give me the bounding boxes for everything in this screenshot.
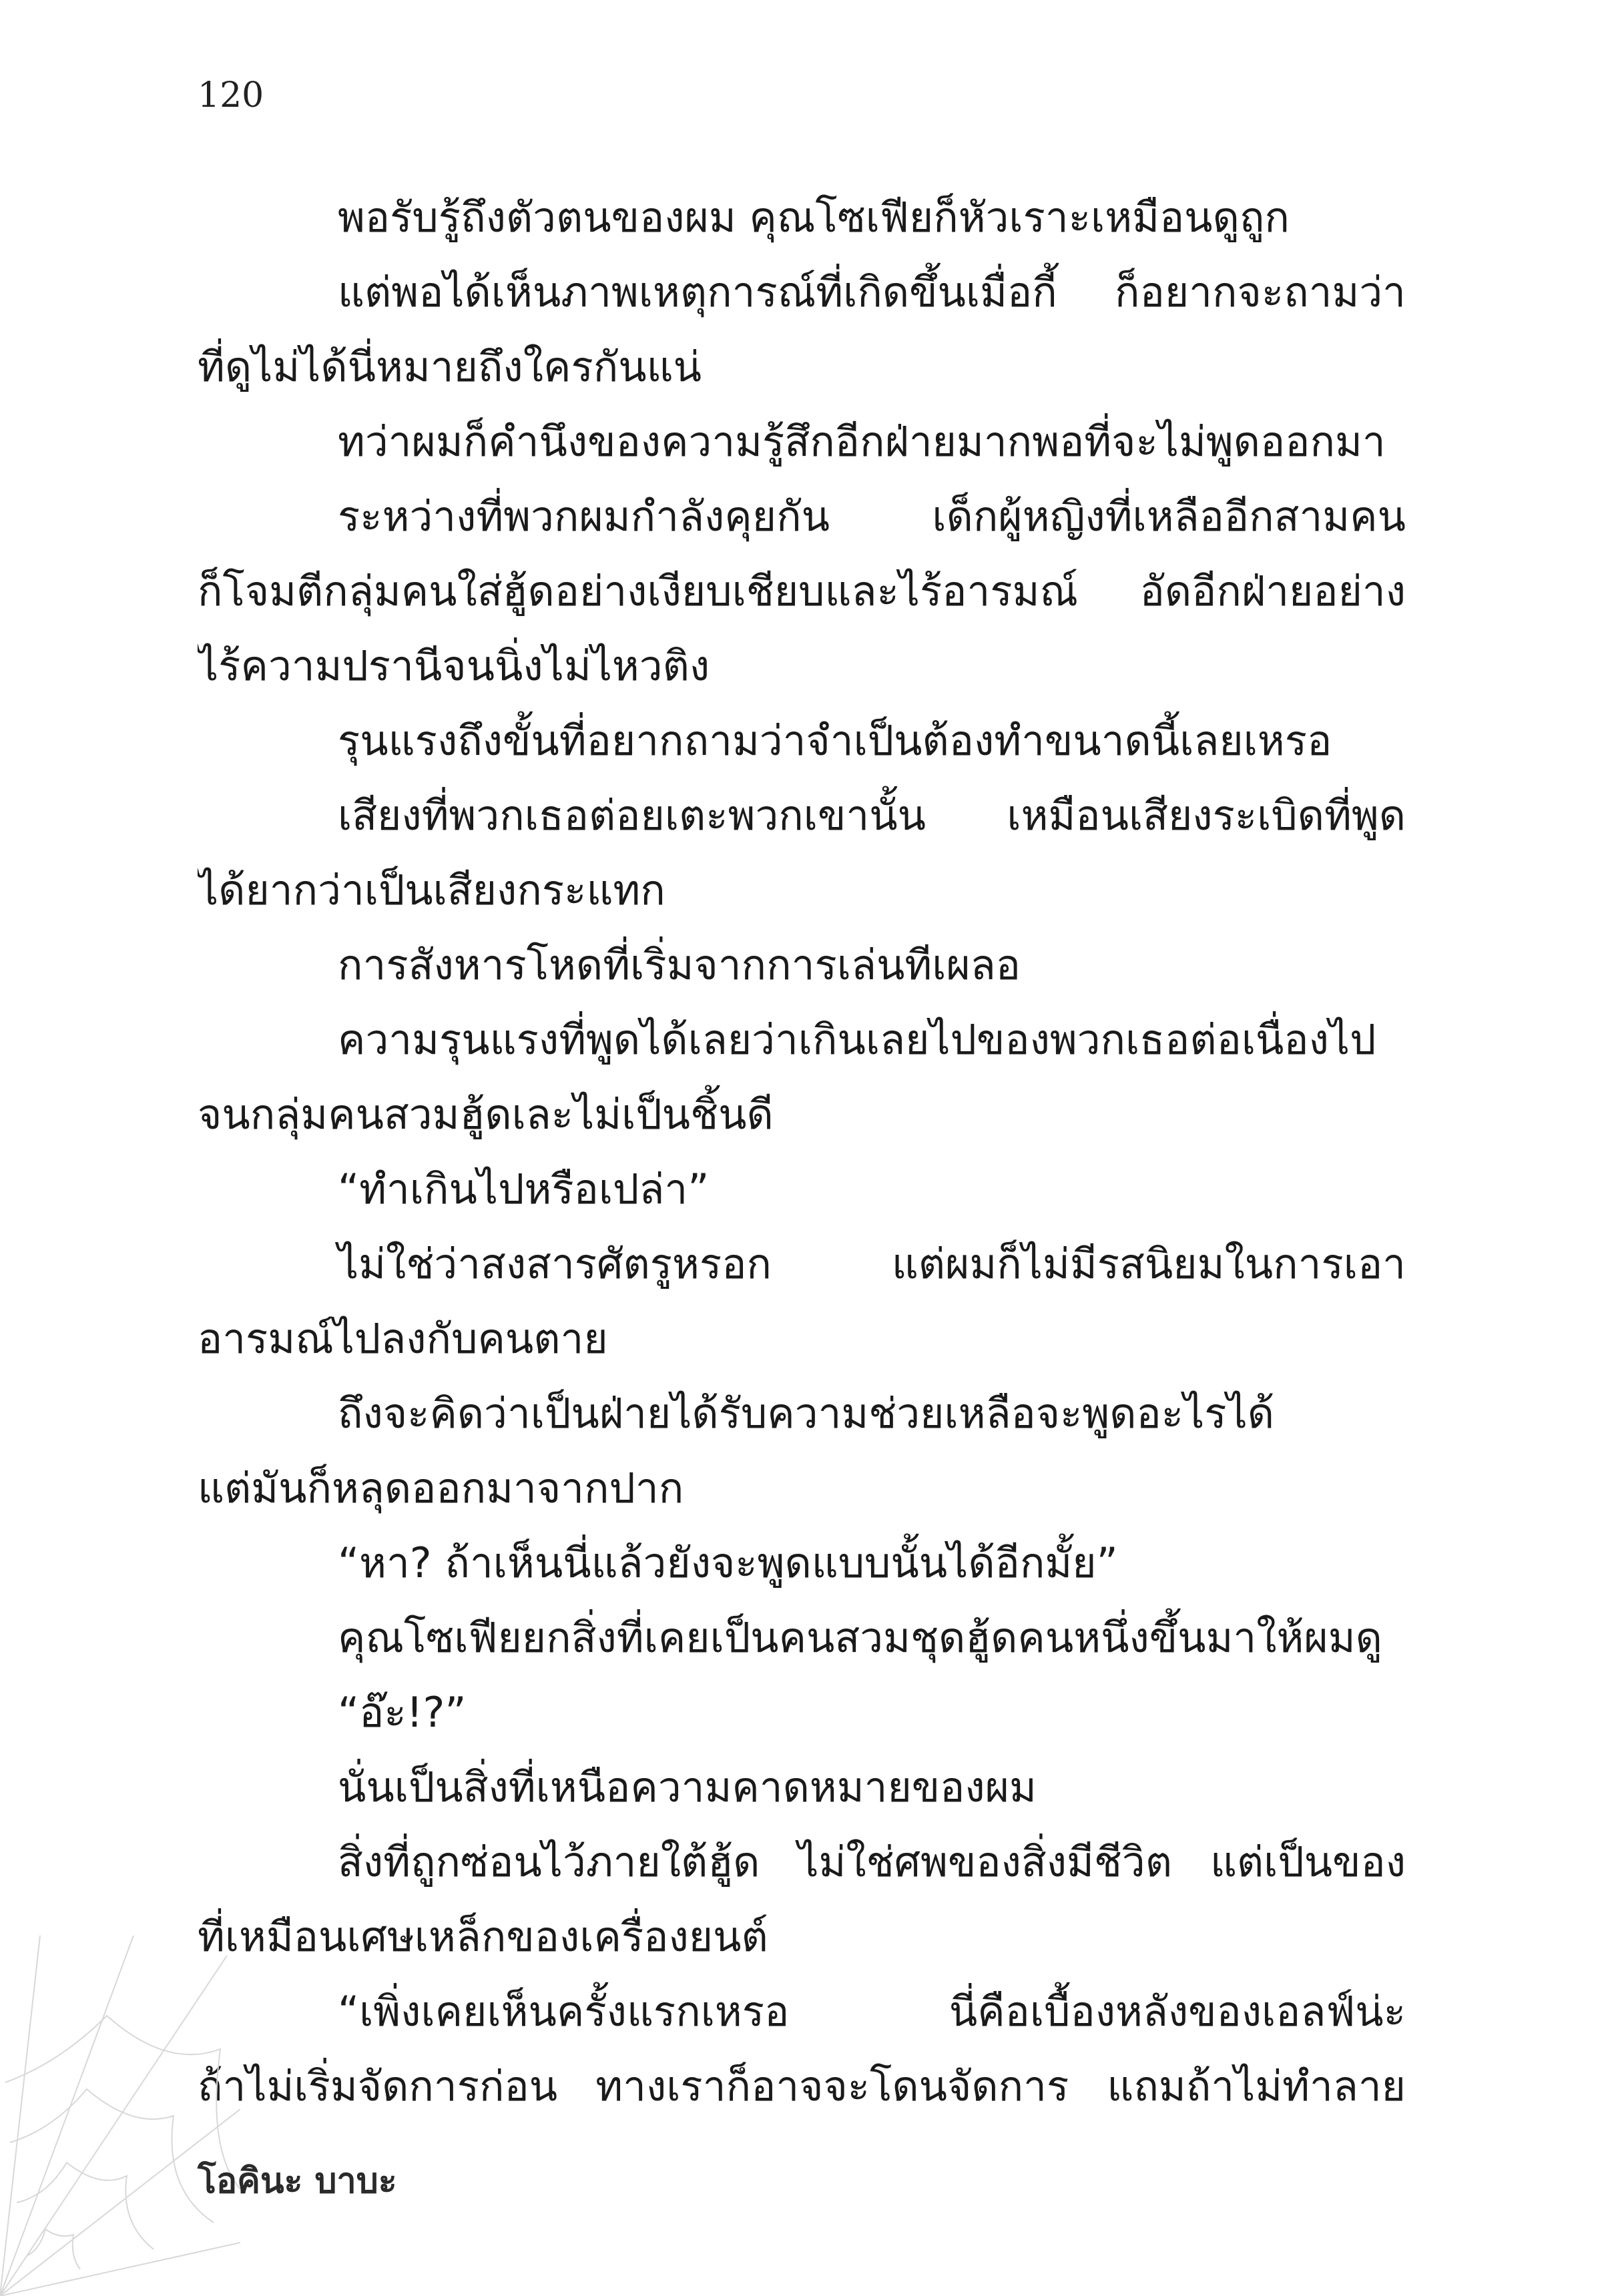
text-line: คุณโซเฟียยกสิ่งที่เคยเป็นคนสวมชุดฮู้ดคนหนึ่งขึ้นมาให้ผมดู: [338, 1613, 1382, 1662]
text-line: “อ๊ะ!?”: [338, 1688, 467, 1737]
text-line: ที่ดูไม่ได้นี่หมายถึงใครกันแน่: [198, 342, 702, 391]
text-line: “ทำเกินไปหรือเปล่า”: [338, 1165, 710, 1213]
author-name-footer: โอคินะ บาบะ: [198, 2161, 397, 2201]
text-line: จนกลุ่มคนสวมฮู้ดเละไม่เป็นชิ้นดี: [198, 1090, 774, 1139]
text-line: ไร้ความปรานีจนนิ่งไม่ไหวติง: [198, 641, 710, 690]
text-line: ที่เหมือนเศษเหล็กของเครื่องยนต์: [198, 1912, 768, 1961]
page-number: 120: [198, 75, 264, 115]
text-line: ระหว่างที่พวกผมกำลังคุยกัน เด็กผู้หญิงที่เหลืออีกสามคน: [338, 492, 1406, 541]
text-line: ก็โจมตีกลุ่มคนใส่ฮู้ดอย่างเงียบเชียบและไร้อารมณ์ อัดอีกฝ่ายอย่าง: [198, 567, 1406, 615]
text-line: ถ้าไม่เริ่มจัดการก่อน ทางเราก็อาจจะโดนจัดการ แถมถ้าไม่ทำลาย: [198, 2062, 1406, 2110]
text-line: ไม่ใช่ว่าสงสารศัตรูหรอก แต่ผมก็ไม่มีรสนิยมในการเอา: [338, 1239, 1406, 1288]
text-line: ความรุนแรงที่พูดได้เลยว่าเกินเลยไปของพวกเธอต่อเนื่องไป: [338, 1015, 1376, 1064]
text-line: เสียงที่พวกเธอต่อยเตะพวกเขานั้น เหมือนเสียงระเบิดที่พูด: [338, 791, 1406, 840]
text-line: “เพิ่งเคยเห็นครั้งแรกเหรอ นี่คือเบื้องหลังของเอลฟ์น่ะ: [338, 1987, 1406, 2036]
text-line: “หา? ถ้าเห็นนี่แล้วยังจะพูดแบบนั้นได้อีกมั้ย”: [338, 1538, 1118, 1587]
text-line: แต่พอได้เห็นภาพเหตุการณ์ที่เกิดขึ้นเมื่อกี้ ก็อยากจะถามว่า: [338, 268, 1406, 316]
text-line: พอรับรู้ถึงตัวตนของผม คุณโซเฟียก็หัวเราะเหมือนดูถูก: [338, 193, 1290, 242]
text-line: การสังหารโหดที่เริ่มจากการเล่นทีเผลอ: [338, 940, 1021, 989]
text-line: อารมณ์ไปลงกับคนตาย: [198, 1314, 608, 1363]
text-line: ได้ยากว่าเป็นเสียงกระแทก: [198, 866, 665, 914]
spider-web-decoration: [0, 1936, 240, 2296]
text-line: นั่นเป็นสิ่งที่เหนือความคาดหมายของผม: [338, 1763, 1037, 1811]
text-line: ทว่าผมก็คำนึงของความรู้สึกอีกฝ่ายมากพอที่จะไม่พูดออกมา: [338, 417, 1386, 466]
text-line: รุนแรงถึงขั้นที่อยากถามว่าจำเป็นต้องทำขนาดนี้เลยเหรอ: [338, 716, 1332, 765]
text-line: สิ่งที่ถูกซ่อนไว้ภายใต้ฮู้ด ไม่ใช่ศพของสิ่งมีชีวิต แต่เป็นของ: [338, 1837, 1406, 1886]
body-text: [198, 180, 1406, 2124]
text-line: ถึงจะคิดว่าเป็นฝ่ายได้รับความช่วยเหลือจะพูดอะไรได้: [338, 1389, 1275, 1438]
text-line: แต่มันก็หลุดออกมาจากปาก: [198, 1464, 684, 1512]
